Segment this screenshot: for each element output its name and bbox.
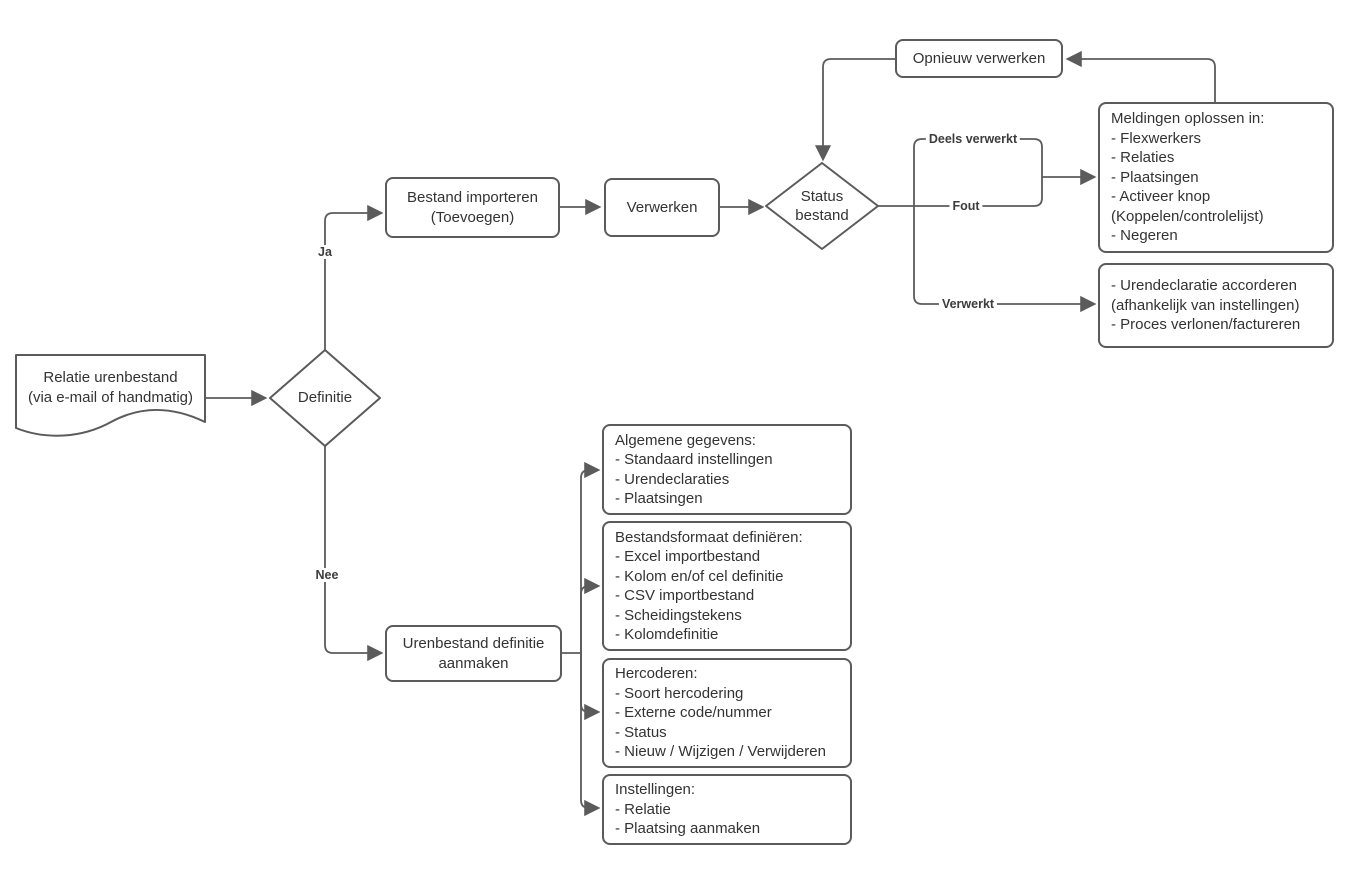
node-line: (via e-mail of handmatig) bbox=[27, 389, 194, 406]
node-line: - Plaatsing aanmaken bbox=[615, 820, 761, 838]
node-line: - Scheidingstekens bbox=[615, 606, 742, 624]
connector-opnieuw-to-status bbox=[823, 59, 895, 159]
connector-meldingen-to-opnieuw bbox=[1068, 59, 1215, 102]
node-line: - Activeer knop bbox=[1111, 188, 1211, 206]
node-line: - Nieuw / Wijzigen / Verwijderen bbox=[615, 743, 826, 761]
node-line: - Status bbox=[615, 723, 667, 741]
connector-ja bbox=[325, 213, 381, 350]
node-line: - Kolomdefinitie bbox=[615, 626, 719, 643]
node-line: Bestand importeren bbox=[407, 188, 538, 206]
edge-label-deels-verwerkt: Deels verwerkt bbox=[926, 132, 1020, 146]
connector-branch-bestandsformaat bbox=[581, 586, 598, 653]
node-line: Instellingen: bbox=[615, 781, 696, 799]
node-line: - Proces verlonen/factureren bbox=[1111, 316, 1301, 334]
node-line: - Urendeclaraties bbox=[615, 470, 730, 488]
node-line: - Externe code/nummer bbox=[615, 704, 772, 722]
node-definitie-label: Definitie bbox=[297, 389, 353, 406]
node-line: bestand bbox=[795, 207, 849, 224]
node-line: Verwerken bbox=[626, 198, 698, 216]
node-relatie-urenbestand bbox=[16, 368, 205, 408]
connector-nee bbox=[325, 446, 381, 653]
node-line: Meldingen oplossen in: bbox=[1111, 110, 1265, 128]
connector-verwerkt bbox=[914, 206, 1094, 304]
node-line: aanmaken bbox=[438, 654, 509, 672]
connector-deels-verwerkt bbox=[914, 139, 1042, 206]
node-algemene-gegevens bbox=[602, 424, 852, 515]
node-status-bestand-label bbox=[766, 187, 878, 225]
connector-branch-algemene bbox=[581, 470, 598, 653]
node-urenbestand-definitie bbox=[385, 625, 562, 682]
connector-branch-hercoderen bbox=[581, 653, 598, 712]
node-line: - Flexwerkers bbox=[1111, 129, 1202, 147]
node-line: - Relaties bbox=[1111, 149, 1175, 167]
node-line: - Urendeclaratie accorderen bbox=[1111, 277, 1297, 295]
node-opnieuw-verwerken bbox=[895, 39, 1063, 78]
node-line: Relatie urenbestand bbox=[43, 369, 178, 386]
node-line: - Plaatsingen bbox=[1111, 168, 1199, 186]
node-line: Urenbestand definitie bbox=[402, 634, 545, 652]
node-hercoderen bbox=[602, 658, 852, 768]
node-instellingen bbox=[602, 774, 852, 845]
node-line: - CSV importbestand bbox=[615, 587, 755, 604]
node-line: (afhankelijk van instellingen) bbox=[1111, 296, 1300, 314]
edge-label-fout: Fout bbox=[949, 199, 982, 213]
node-verwerken bbox=[604, 178, 720, 237]
node-line: Status bbox=[800, 188, 844, 205]
node-urendeclaratie-accorderen bbox=[1098, 263, 1334, 348]
connector-branch-instellingen bbox=[581, 653, 598, 808]
node-line: - Kolom en/of cel definitie bbox=[615, 567, 784, 585]
edge-label-ja: Ja bbox=[315, 245, 335, 259]
node-line: - Relatie bbox=[615, 800, 671, 818]
node-meldingen-oplossen bbox=[1098, 102, 1334, 253]
node-bestandsformaat bbox=[602, 521, 852, 651]
node-bestand-importeren bbox=[385, 177, 560, 238]
node-line: Opnieuw verwerken bbox=[912, 49, 1046, 67]
node-line: - Soort hercodering bbox=[615, 684, 744, 702]
node-line: Hercoderen: bbox=[615, 665, 698, 683]
node-line: - Plaatsingen bbox=[615, 490, 703, 507]
edge-label-verwerkt: Verwerkt bbox=[939, 297, 997, 311]
node-line: (Toevoegen) bbox=[430, 208, 515, 226]
node-line: Algemene gegevens: bbox=[615, 431, 756, 449]
node-line: Bestandsformaat definiëren: bbox=[615, 528, 803, 546]
node-line: - Negeren bbox=[1111, 227, 1178, 245]
edge-label-nee: Nee bbox=[313, 568, 342, 582]
node-line: - Standaard instellingen bbox=[615, 451, 773, 468]
node-line: (Koppelen/controlelijst) bbox=[1111, 207, 1264, 225]
node-line: - Excel importbestand bbox=[615, 548, 761, 565]
